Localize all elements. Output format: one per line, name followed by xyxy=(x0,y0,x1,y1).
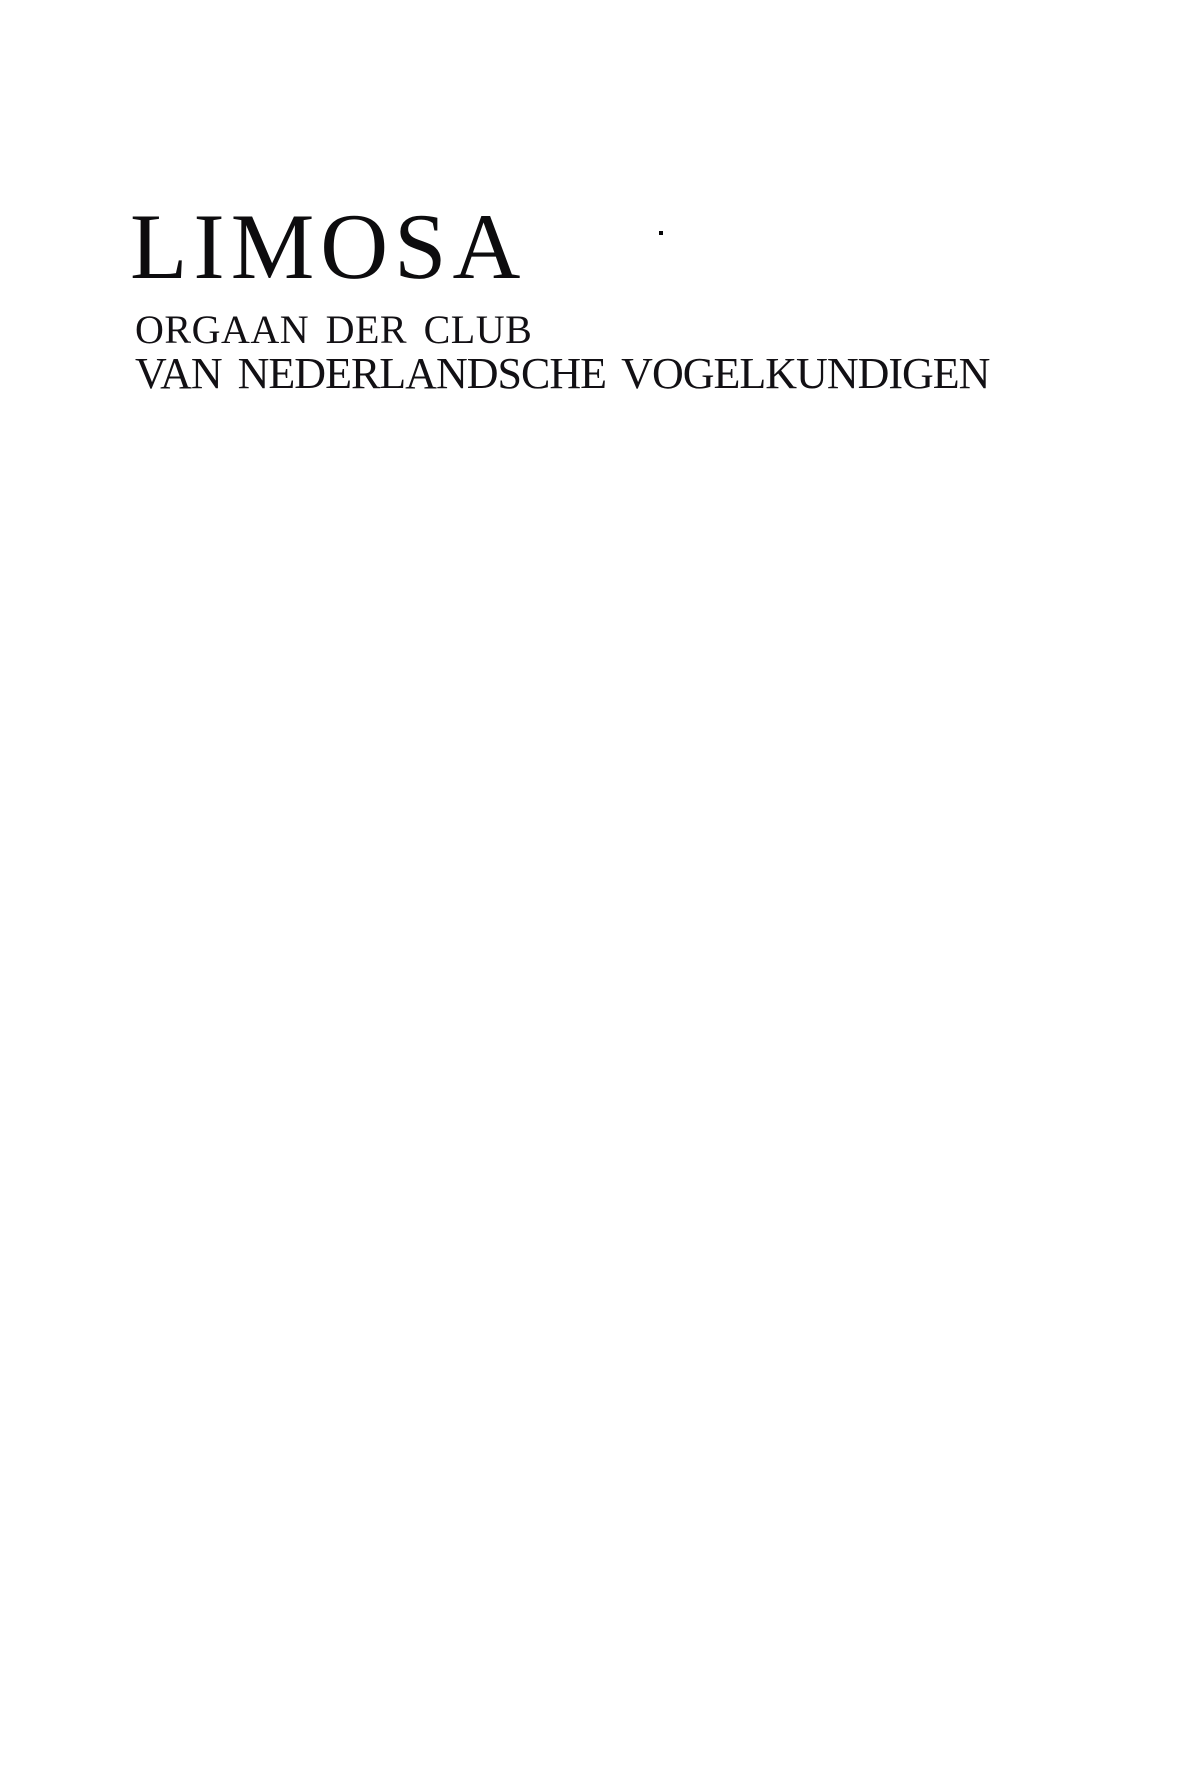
ink-speck xyxy=(659,231,663,235)
subtitle-line-1: ORGAAN DER CLUB xyxy=(135,307,533,352)
journal-title: LIMOSA xyxy=(130,195,527,299)
subtitle-line-2: VAN NEDERLANDSCHE VOGELKUNDIGEN xyxy=(135,349,990,398)
